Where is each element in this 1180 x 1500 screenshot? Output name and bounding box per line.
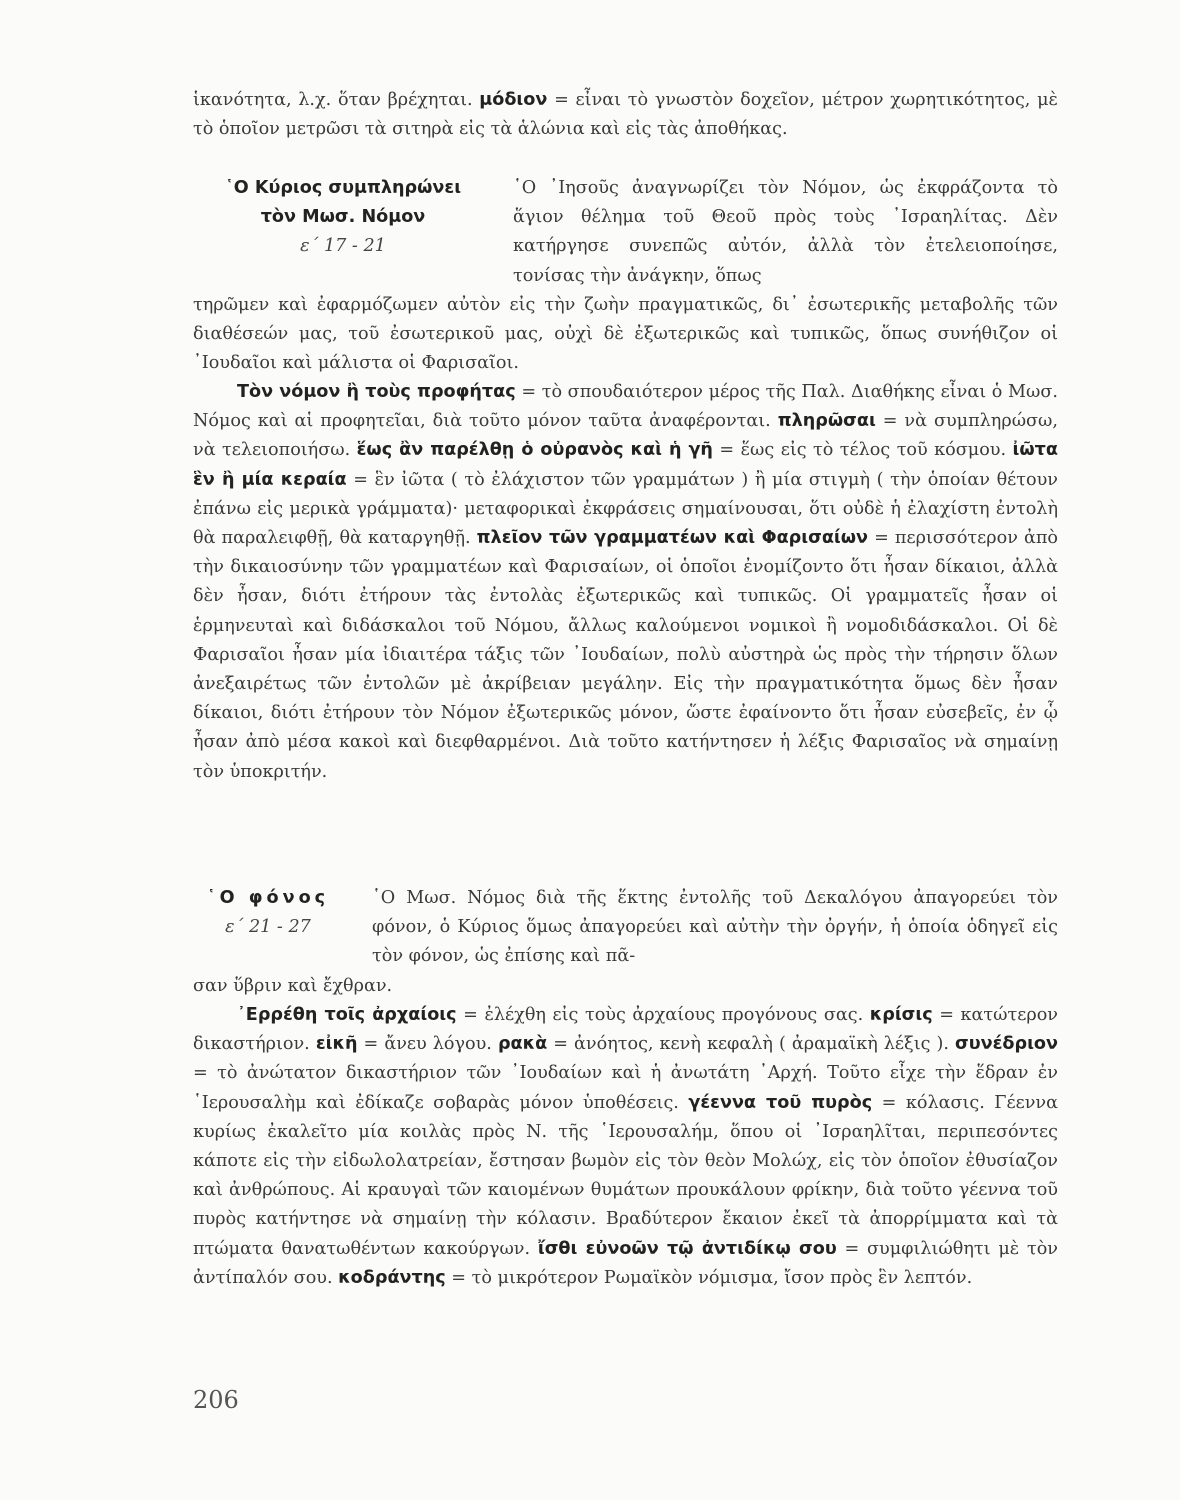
text-run: = κόλασις. Γέεννα κυρίως ἐκαλεῖτο μία κοιλὰς πρὸς Ν. τῆς ῾Ιερουσαλήμ, ὅπου οἱ ᾿Ισραηλῖται, περιπεσόντες κάποτε εἰς τὴν εἰδωλολατρείαν, ἔστησαν βωμὸν εἰς τὸν θεὸν Μολώχ, εἰς τὸν ὁποῖον ἐθυσίαζον καὶ ἀνθρώπους. Αἱ κραυγαὶ τῶν καιομένων θυμάτων προυκάλουν φρίκην, διὰ τοῦτο γέεννα τοῦ πυρὸς κατήντησε νὰ σημαίνῃ τὴν κόλασιν. Βραδύτερον ἔκαιον ἐκεῖ τὰ ἀπορρίμματα καὶ τὰ πτώματα θανατωθέντων κακούργων. (193, 1092, 1059, 1259)
term-bold: Τὸν νόμον ἢ τοὺς προφήτας (237, 382, 516, 402)
page-number: 206 (193, 1386, 239, 1414)
section1-side-text: ῾Ο ᾿Ιησοῦς ἀναγνωρίζει τὸν Νόμον, ὡς ἐκφράζοντα τὸ ἅγιον θέλημα τοῦ Θεοῦ πρὸς τοὺς ᾿Ισραηλίτας. Δὲν κατήργησε συνεπῶς αὐτόν, ἀλλὰ τὸν ἐτελειοποίησε, τονίσας τὴν ἀνάγκην, ὅπως (513, 178, 1058, 286)
verse-reference: ε΄ 17 - 21 (300, 236, 386, 257)
text-run: = ἐλέχθη εἰς τοὺς ἀρχαίους προγόνους σας. (456, 1005, 870, 1025)
section1-continuation: τηρῶμεν καὶ ἐφαρμόζωμεν αὐτὸν εἰς τὴν ζωὴν πραγματικῶς, δι᾿ ἐσωτερικῆς μεταβολῆς τῶν διαθέσεών μας, τοῦ ἐσωτερικοῦ μας, οὐχὶ δὲ ἐξωτερικῶς καὶ τυπικῶς, ὅπως συνήθιζον οἱ ᾿Ιουδαῖοι καὶ μάλιστα οἱ Φαρισαῖοι. (193, 295, 1058, 374)
text-run: = ἕως εἰς τὸ τέλος τοῦ κόσμου. (712, 440, 1013, 461)
section2-continuation: σαν ὕβριν καὶ ἔχθραν. (193, 976, 393, 996)
text-run: = ἓν ἰῶτα ( τὸ ἐλάχιστον τῶν γραμμάτων ) ἢ μία στιγμὴ ( τὴν ὁποίαν θέτουν ἐπάνω εἰς μερικὰ γράμματα)· μεταφορικαὶ ἐκφράσεις σημαίνουσαι, ὅτι οὐδὲ ἡ ἐλαχίστη ἐντολὴ θὰ παραλειφθῇ, θὰ καταργηθῇ. (193, 469, 1058, 549)
term-bold: πλεῖον τῶν γραμματέων καὶ Φαρισαίων (476, 528, 869, 549)
term-bold: κοδράντης (338, 1267, 446, 1288)
term-bold: συνέδριον (955, 1034, 1058, 1055)
text-run: = τὸ ἀνώτατον δικαστήριον τῶν ᾿Ιουδαίων καὶ ἡ ἀνωτάτη ᾿Αρχή. Τοῦτο εἶχε τὴν ἕδραν ἐν ῾Ιερουσαλὴμ καὶ ἐδίκαζε σοβαρὰς μόνον ὑποθέσεις. (193, 1063, 1058, 1113)
section2-side-text: ῾Ο Μωσ. Νόμος διὰ τῆς ἕκτης ἐντολῆς τοῦ Δεκαλόγου ἀπαγορεύει τὸν φόνον, ὁ Κύριος ὅμως ἀπαγορεύει καὶ αὐτὴν τὴν ὀργήν, ἡ ὁποία ὁδηγεῖ εἰς τὸν φόνον, ὡς ἐπίσης καὶ πᾶ- (372, 888, 1058, 967)
term-bold: γέεννα τοῦ πυρὸς (688, 1092, 873, 1113)
text-run: = τὸ σπουδαιότερον μέρος τῆς Παλ. Διαθήκης εἶναι ὁ Μωσ. Νόμος καὶ αἱ προφητεῖαι, διὰ τοῦτο μόνον ταῦτα ἀναφέρονται. (193, 382, 1058, 432)
term-bold: ρακὰ (497, 1034, 548, 1055)
section-heading-line1: ῾Ο Κύριος συμπληρώνει (224, 178, 462, 198)
section-heading-line2: τὸν Μωσ. Νόμον (260, 207, 426, 228)
commentary-paragraph-2 (193, 1001, 1058, 1293)
text-run: = συμφιλιώθητι μὲ τὸν ἀντίπαλόν σου. (193, 1238, 1058, 1288)
section-heading-line1: ῾Ο φόνος (206, 888, 330, 908)
text-run: = ἀνόητος, κενὴ κεφαλὴ ( ἀραμαϊκὴ λέξις ). (547, 1034, 956, 1055)
verse-reference: ε΄ 21 - 27 (225, 917, 311, 938)
term-bold: εἰκῆ (315, 1034, 358, 1055)
text-run: = νὰ συμπληρώσω, νὰ τελειοποιήσω. (193, 411, 1058, 461)
top-paragraph (193, 86, 1058, 144)
term-bold: μόδιον (479, 90, 548, 110)
text-run: = ἄνευ λόγου. (357, 1034, 498, 1055)
term-bold: ἰῶτα ἓν ἢ μία κεραία (193, 440, 1058, 490)
commentary-paragraph-1 (193, 378, 1058, 787)
text-run: = κατώτερον δικαστήριον. (193, 1005, 1058, 1055)
section-heading-murder (193, 884, 343, 942)
term-bold: κρίσις (869, 1005, 933, 1025)
term-bold: πληρῶσαι (777, 411, 876, 432)
text-run: = εἶναι τὸ γνωστὸν δοχεῖον, μέτρον χωρητικότητος, μὲ τὸ ὁποῖον μετρῶσι τὰ σιτηρὰ εἰς τὰ ἁλώνια καὶ εἰς τὰς ἀποθήκας. (193, 90, 1059, 140)
term-bold: ᾿Ερρέθη τοῖς ἀρχαίοις (237, 1005, 457, 1025)
term-bold: ἕως ἂν παρέλθῃ ὁ οὐρανὸς καὶ ἡ γῆ (356, 440, 713, 461)
text-run: ἱκανότητα, λ.χ. ὅταν βρέχηται. (193, 90, 480, 110)
section-heading-lord-completes-law (193, 174, 493, 262)
text-run: = τὸ μικρότερον Ρωμαϊκὸν νόμισμα, ἴσον πρὸς ἓν λεπτόν. (445, 1267, 973, 1288)
term-bold: ἴσθι εὐνοῶν τῷ ἀντιδίκῳ σου (537, 1238, 837, 1259)
text-run: = περισσότερον ἀπὸ τὴν δικαιοσύνην τῶν γραμματέων καὶ Φαρισαίων, οἱ ὁποῖοι ἐνομίζοντο ὅτι ἦσαν δίκαιοι, ἀλλὰ δὲν ἦσαν, διότι ἐτήρουν τὰς ἐντολὰς ἐξωτερικῶς καὶ τυπικῶς. Οἱ γραμματεῖς ἦσαν οἱ ἑρμηνευταὶ καὶ διδάσκαλοι τοῦ Νόμου, ἄλλως καλούμενοι νομικοὶ ἢ νομοδιδάσκαλοι. Οἱ δὲ Φαρισαῖοι ἦσαν μία ἰδιαιτέρα τάξις τῶν ᾿Ιουδαίων, πολὺ αὐστηρὰ ὡς πρὸς τὴν τήρησιν ὅλων ἀνεξαιρέτως τῶν ἐντολῶν μὲ ἀκρίβειαν μεγάλην. Εἰς τὴν πραγματικότητα ὅμως δὲν ἦσαν δίκαιοι, διότι ἐτήρουν τὸν Νόμον ἐξωτερικῶς μόνον, ὥστε ἐφαίνοντο ὅτι ἦσαν εὐσεβεῖς, ἐν ᾧ ἦσαν ἀπὸ μέσα κακοὶ καὶ διεφθαρμένοι. Διὰ τοῦτο κατήντησεν ἡ λέξις Φαρισαῖος νὰ σημαίνῃ τὸν ὑποκριτήν. (193, 528, 1058, 782)
